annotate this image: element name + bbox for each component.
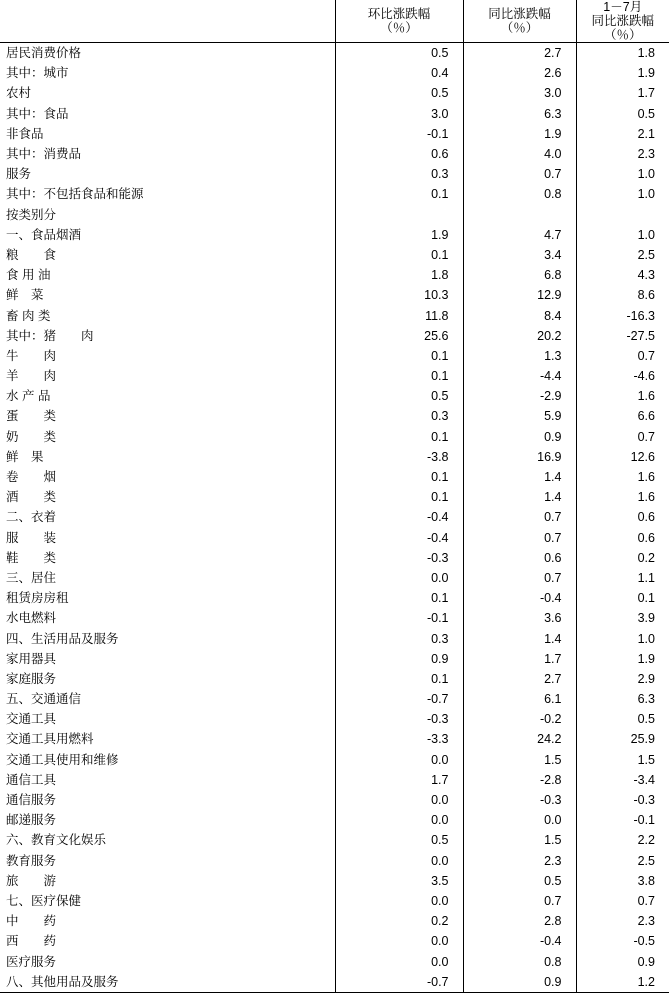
row-value-cumulative: 1.6 [576,386,669,406]
table-row [0,851,669,871]
table-row [0,770,669,790]
row-label: 服 装 [0,528,335,548]
row-label: 卷 烟 [0,467,335,487]
row-value-mom: 0.5 [335,43,463,64]
row-label: 其中：城市 [0,63,335,83]
row-value-mom: 0.0 [335,750,463,770]
row-label: 教育服务 [0,851,335,871]
row-value-cumulative: 2.9 [576,669,669,689]
row-value-cumulative: 0.5 [576,104,669,124]
row-label: 居民消费价格 [0,43,335,64]
row-value-cumulative: 2.3 [576,144,669,164]
row-value-yoy: 0.0 [463,810,576,830]
row-label: 五、交通通信 [0,689,335,709]
table-row [0,386,669,406]
row-label: 水 产 品 [0,386,335,406]
row-value-mom: -0.1 [335,124,463,144]
row-value-yoy: 16.9 [463,447,576,467]
row-value-cumulative: 1.0 [576,225,669,245]
row-value-yoy: 0.8 [463,184,576,204]
row-value-yoy: 6.3 [463,104,576,124]
row-label: 蛋 类 [0,406,335,426]
row-value-mom: 0.0 [335,810,463,830]
row-value-yoy: -4.4 [463,366,576,386]
row-value-yoy: 4.0 [463,144,576,164]
table-body [0,43,669,993]
row-value-mom: 0.3 [335,164,463,184]
row-value-cumulative: -27.5 [576,326,669,346]
table-row [0,810,669,830]
row-label: 酒 类 [0,487,335,507]
row-value-cumulative: -0.1 [576,810,669,830]
table-row [0,83,669,103]
row-label: 其中：消费品 [0,144,335,164]
row-value-yoy: 6.8 [463,265,576,285]
row-value-mom [335,205,463,225]
row-value-yoy: 24.2 [463,729,576,749]
row-value-yoy: 0.7 [463,507,576,527]
row-value-yoy: 4.7 [463,225,576,245]
row-value-cumulative: 0.1 [576,588,669,608]
row-value-mom: 0.0 [335,851,463,871]
header-cell-blank [0,0,335,43]
row-value-cumulative: 2.5 [576,245,669,265]
table-row [0,285,669,305]
row-value-yoy: 1.4 [463,628,576,648]
row-value-cumulative: 1.0 [576,628,669,648]
row-label: 农村 [0,83,335,103]
row-value-cumulative: 0.6 [576,507,669,527]
row-value-mom: -0.4 [335,528,463,548]
row-value-yoy: 1.5 [463,830,576,850]
row-value-cumulative: 0.2 [576,548,669,568]
row-value-mom: 0.9 [335,649,463,669]
row-value-cumulative: -3.4 [576,770,669,790]
row-value-cumulative: 0.9 [576,951,669,971]
row-value-yoy: 0.7 [463,568,576,588]
row-value-cumulative: 0.7 [576,346,669,366]
table-row [0,205,669,225]
row-value-yoy: 2.8 [463,911,576,931]
row-value-mom: 1.9 [335,225,463,245]
row-value-mom: -3.3 [335,729,463,749]
table-row [0,608,669,628]
row-value-yoy: -0.4 [463,931,576,951]
table-row [0,144,669,164]
row-value-mom: 11.8 [335,305,463,325]
row-value-yoy: 0.7 [463,164,576,184]
row-value-mom: 0.6 [335,144,463,164]
row-value-yoy: 8.4 [463,305,576,325]
row-label: 邮递服务 [0,810,335,830]
row-label: 八、其他用品及服务 [0,972,335,993]
row-value-cumulative: 2.2 [576,830,669,850]
header-cell-mom [335,0,463,43]
row-label: 水电燃料 [0,608,335,628]
table-row [0,43,669,64]
row-value-yoy: 0.9 [463,972,576,993]
row-value-mom: -0.3 [335,709,463,729]
row-value-yoy: 2.3 [463,851,576,871]
header-cum-line2: 同比涨跌幅（％） [577,14,669,42]
row-value-mom: 25.6 [335,326,463,346]
row-label: 医疗服务 [0,951,335,971]
row-value-yoy: 1.4 [463,487,576,507]
row-value-mom: 0.0 [335,790,463,810]
table-row [0,366,669,386]
row-value-mom: 0.5 [335,830,463,850]
row-value-cumulative: 25.9 [576,729,669,749]
row-value-cumulative: 1.9 [576,649,669,669]
table-row [0,63,669,83]
row-value-cumulative: -4.6 [576,366,669,386]
row-value-cumulative: 2.5 [576,851,669,871]
table-row [0,467,669,487]
row-label: 鞋 类 [0,548,335,568]
table-row [0,628,669,648]
row-value-mom: 0.1 [335,487,463,507]
row-label: 中 药 [0,911,335,931]
row-value-mom: 3.0 [335,104,463,124]
row-value-cumulative: 1.7 [576,83,669,103]
row-label: 其中：猪 肉 [0,326,335,346]
row-value-yoy: -0.4 [463,588,576,608]
table-row [0,346,669,366]
table-row [0,265,669,285]
row-label: 交通工具使用和维修 [0,750,335,770]
row-label: 交通工具 [0,709,335,729]
row-value-yoy: 2.7 [463,669,576,689]
row-value-mom: 0.1 [335,669,463,689]
header-yoy-line1: 同比涨跌幅 [464,7,576,21]
row-value-yoy: 1.3 [463,346,576,366]
table-row [0,245,669,265]
row-label: 非食品 [0,124,335,144]
table-row [0,225,669,245]
table-row [0,548,669,568]
table-row [0,911,669,931]
row-value-cumulative: 3.8 [576,871,669,891]
row-value-mom: 0.4 [335,63,463,83]
row-value-cumulative: 2.1 [576,124,669,144]
row-value-cumulative: 0.5 [576,709,669,729]
table-row [0,709,669,729]
row-value-cumulative: -0.3 [576,790,669,810]
row-label: 六、教育文化娱乐 [0,830,335,850]
row-value-yoy: 5.9 [463,406,576,426]
row-value-yoy: 0.7 [463,891,576,911]
header-cell-cumulative [576,0,669,43]
row-value-mom: 10.3 [335,285,463,305]
row-value-cumulative: -0.5 [576,931,669,951]
row-value-mom: 0.3 [335,406,463,426]
row-value-mom: 0.1 [335,184,463,204]
row-value-yoy: 1.5 [463,750,576,770]
row-value-mom: 0.0 [335,951,463,971]
row-value-mom: 1.8 [335,265,463,285]
row-value-yoy: 1.7 [463,649,576,669]
row-label: 奶 类 [0,427,335,447]
row-value-mom: -0.3 [335,548,463,568]
row-value-cumulative: 1.5 [576,750,669,770]
row-value-cumulative: 4.3 [576,265,669,285]
row-label: 七、医疗保健 [0,891,335,911]
table-row [0,931,669,951]
row-value-cumulative: 1.8 [576,43,669,64]
row-value-cumulative: 1.6 [576,487,669,507]
row-label: 鲜 果 [0,447,335,467]
row-label: 按类别分 [0,205,335,225]
row-value-mom: 0.1 [335,366,463,386]
table-row [0,891,669,911]
row-value-cumulative: 1.0 [576,164,669,184]
row-value-mom: 0.1 [335,346,463,366]
row-value-yoy: 0.9 [463,427,576,447]
row-value-yoy: 2.6 [463,63,576,83]
row-value-yoy: -2.9 [463,386,576,406]
header-mom-line1: 环比涨跌幅 [336,7,463,21]
row-label: 粮 食 [0,245,335,265]
row-label: 其中：不包括食品和能源 [0,184,335,204]
row-value-mom: 0.1 [335,245,463,265]
header-yoy-line2: （％） [464,21,576,35]
row-value-yoy: 1.4 [463,467,576,487]
row-value-cumulative: 12.6 [576,447,669,467]
row-label: 家庭服务 [0,669,335,689]
row-value-mom: -0.7 [335,972,463,993]
row-value-yoy: -0.2 [463,709,576,729]
table-header [0,0,669,43]
row-value-yoy: -2.8 [463,770,576,790]
row-label: 旅 游 [0,871,335,891]
row-value-mom: -3.8 [335,447,463,467]
row-value-cumulative: 0.7 [576,891,669,911]
row-value-cumulative: 1.9 [576,63,669,83]
row-label: 食 用 油 [0,265,335,285]
row-value-mom: 0.0 [335,568,463,588]
table-row [0,972,669,993]
row-value-yoy: 0.5 [463,871,576,891]
row-value-cumulative [576,205,669,225]
table-row [0,124,669,144]
row-value-mom: 0.1 [335,427,463,447]
row-value-cumulative: 6.3 [576,689,669,709]
table-row [0,568,669,588]
row-value-cumulative: 2.3 [576,911,669,931]
row-value-yoy: 0.8 [463,951,576,971]
table-row [0,830,669,850]
row-value-yoy: -0.3 [463,790,576,810]
row-value-cumulative: 1.6 [576,467,669,487]
table-row [0,326,669,346]
row-label: 二、衣着 [0,507,335,527]
table-row [0,528,669,548]
table-row [0,487,669,507]
table-row [0,305,669,325]
row-label: 服务 [0,164,335,184]
table-row [0,104,669,124]
row-value-yoy: 3.6 [463,608,576,628]
row-value-yoy: 0.6 [463,548,576,568]
row-value-mom: -0.4 [335,507,463,527]
row-value-mom: 0.1 [335,467,463,487]
table-row [0,406,669,426]
row-value-mom: -0.1 [335,608,463,628]
row-value-mom: 0.0 [335,931,463,951]
row-value-mom: 0.5 [335,386,463,406]
row-value-yoy: 3.0 [463,83,576,103]
table-row [0,649,669,669]
row-value-cumulative: 0.6 [576,528,669,548]
header-mom-line2: （％） [336,21,463,35]
table-row [0,507,669,527]
row-value-yoy: 3.4 [463,245,576,265]
table-row [0,790,669,810]
row-value-mom: 0.5 [335,83,463,103]
row-value-cumulative: 1.1 [576,568,669,588]
row-value-yoy [463,205,576,225]
row-label: 西 药 [0,931,335,951]
row-label: 通信工具 [0,770,335,790]
row-value-cumulative: 3.9 [576,608,669,628]
row-label: 交通工具用燃料 [0,729,335,749]
row-label: 畜 肉 类 [0,305,335,325]
row-value-mom: 1.7 [335,770,463,790]
row-value-yoy: 1.9 [463,124,576,144]
row-value-yoy: 6.1 [463,689,576,709]
table-row [0,184,669,204]
row-label: 鲜 菜 [0,285,335,305]
table-row [0,427,669,447]
row-label: 通信服务 [0,790,335,810]
row-value-cumulative: 1.0 [576,184,669,204]
table-row [0,669,669,689]
row-value-cumulative: 1.2 [576,972,669,993]
table-row [0,588,669,608]
row-label: 租赁房房租 [0,588,335,608]
row-value-mom: 0.0 [335,891,463,911]
row-label: 四、生活用品及服务 [0,628,335,648]
row-value-yoy: 12.9 [463,285,576,305]
header-cum-line1: 1－7月 [577,0,669,14]
row-value-cumulative: 8.6 [576,285,669,305]
row-value-mom: 0.3 [335,628,463,648]
row-value-mom: -0.7 [335,689,463,709]
row-value-cumulative: 6.6 [576,406,669,426]
table-row [0,164,669,184]
row-label: 三、居住 [0,568,335,588]
row-value-cumulative: 0.7 [576,427,669,447]
table-row [0,750,669,770]
row-label: 一、食品烟酒 [0,225,335,245]
table-row [0,729,669,749]
row-value-yoy: 20.2 [463,326,576,346]
row-label: 其中：食品 [0,104,335,124]
row-value-mom: 3.5 [335,871,463,891]
table-row [0,951,669,971]
row-value-yoy: 0.7 [463,528,576,548]
table-row [0,447,669,467]
header-cell-yoy [463,0,576,43]
row-value-yoy: 2.7 [463,43,576,64]
row-label: 牛 肉 [0,346,335,366]
table-row [0,871,669,891]
row-label: 家用器具 [0,649,335,669]
row-value-mom: 0.1 [335,588,463,608]
row-value-mom: 0.2 [335,911,463,931]
header-row [0,0,669,43]
row-value-cumulative: -16.3 [576,305,669,325]
table-row [0,689,669,709]
row-label: 羊 肉 [0,366,335,386]
